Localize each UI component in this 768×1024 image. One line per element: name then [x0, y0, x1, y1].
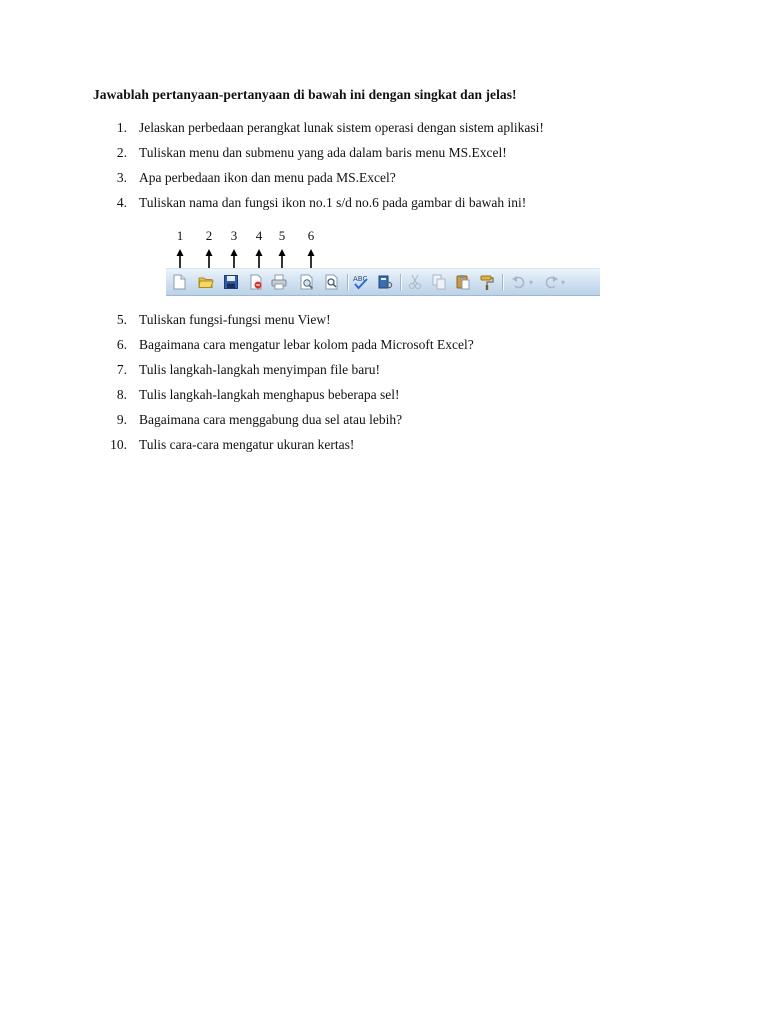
question-number: 2.	[116, 145, 127, 160]
question-text: Tuliskan menu dan submenu yang ada dalam baris menu MS.Excel!	[139, 145, 507, 160]
print-icon[interactable]	[270, 273, 288, 291]
spelling-check-icon[interactable]	[352, 273, 370, 291]
question-text: Tuliskan fungsi-fungsi menu View!	[139, 312, 331, 327]
open-folder-icon[interactable]	[197, 273, 215, 291]
question-text: Tulis langkah-langkah menghapus beberapa sel!	[139, 387, 400, 402]
format-painter-icon[interactable]	[478, 273, 496, 291]
permission-icon[interactable]	[247, 273, 265, 291]
toolbar-separator	[400, 274, 402, 291]
question-text: Bagaimana cara mengatur lebar kolom pada Microsoft Excel?	[139, 337, 474, 352]
toolbar-separator	[347, 274, 349, 291]
cut-icon	[406, 273, 424, 291]
question-text: Bagaimana cara menggabung dua sel atau lebih?	[139, 412, 403, 427]
question-number: 1.	[116, 120, 127, 135]
copy-icon	[430, 273, 448, 291]
save-disk-icon[interactable]	[222, 273, 240, 291]
toolbar-figure	[150, 224, 600, 300]
question-text: Jelaskan perbedaan perangkat lunak sistem operasi dengan sistem aplikasi!	[139, 120, 544, 135]
toolbar-separator	[502, 274, 504, 291]
undo-dropdown-icon: ▾	[529, 278, 534, 287]
question-number: 4.	[116, 195, 127, 210]
new-document-icon[interactable]	[170, 273, 188, 291]
question-text: Apa perbedaan ikon dan menu pada MS.Excel?	[139, 170, 396, 185]
question-number: 5.	[116, 312, 127, 327]
instructions-heading: Jawablah pertanyaan-pertanyaan di bawah ini dengan singkat dan jelas!	[93, 87, 517, 102]
figure-label: 5	[278, 228, 286, 243]
question-number: 9.	[116, 412, 127, 427]
redo-dropdown-icon: ▾	[561, 278, 566, 287]
question-number: 7.	[116, 362, 127, 377]
question-number: 6.	[116, 337, 127, 352]
question-number: 10.	[110, 437, 127, 452]
question-text: Tulis langkah-langkah menyimpan file baru!	[139, 362, 380, 377]
question-number: 3.	[116, 170, 127, 185]
redo-icon	[542, 273, 560, 291]
question-text: Tulis cara-cara mengatur ukuran kertas!	[139, 437, 355, 452]
standard-toolbar	[166, 268, 600, 296]
undo-icon	[510, 273, 528, 291]
paste-icon[interactable]	[454, 273, 472, 291]
thesaurus-book-icon[interactable]	[376, 273, 394, 291]
figure-label: 3	[230, 228, 238, 243]
print-preview-icon[interactable]	[298, 273, 316, 291]
research-icon[interactable]	[323, 273, 341, 291]
figure-label: 4	[255, 228, 263, 243]
question-text: Tuliskan nama dan fungsi ikon no.1 s/d no.6 pada gambar di bawah ini!	[139, 195, 527, 210]
figure-label: 6	[307, 228, 315, 243]
figure-label: 2	[205, 228, 213, 243]
svg-text:ABC: ABC	[353, 275, 368, 283]
question-number: 8.	[116, 387, 127, 402]
figure-label: 1	[176, 228, 184, 243]
